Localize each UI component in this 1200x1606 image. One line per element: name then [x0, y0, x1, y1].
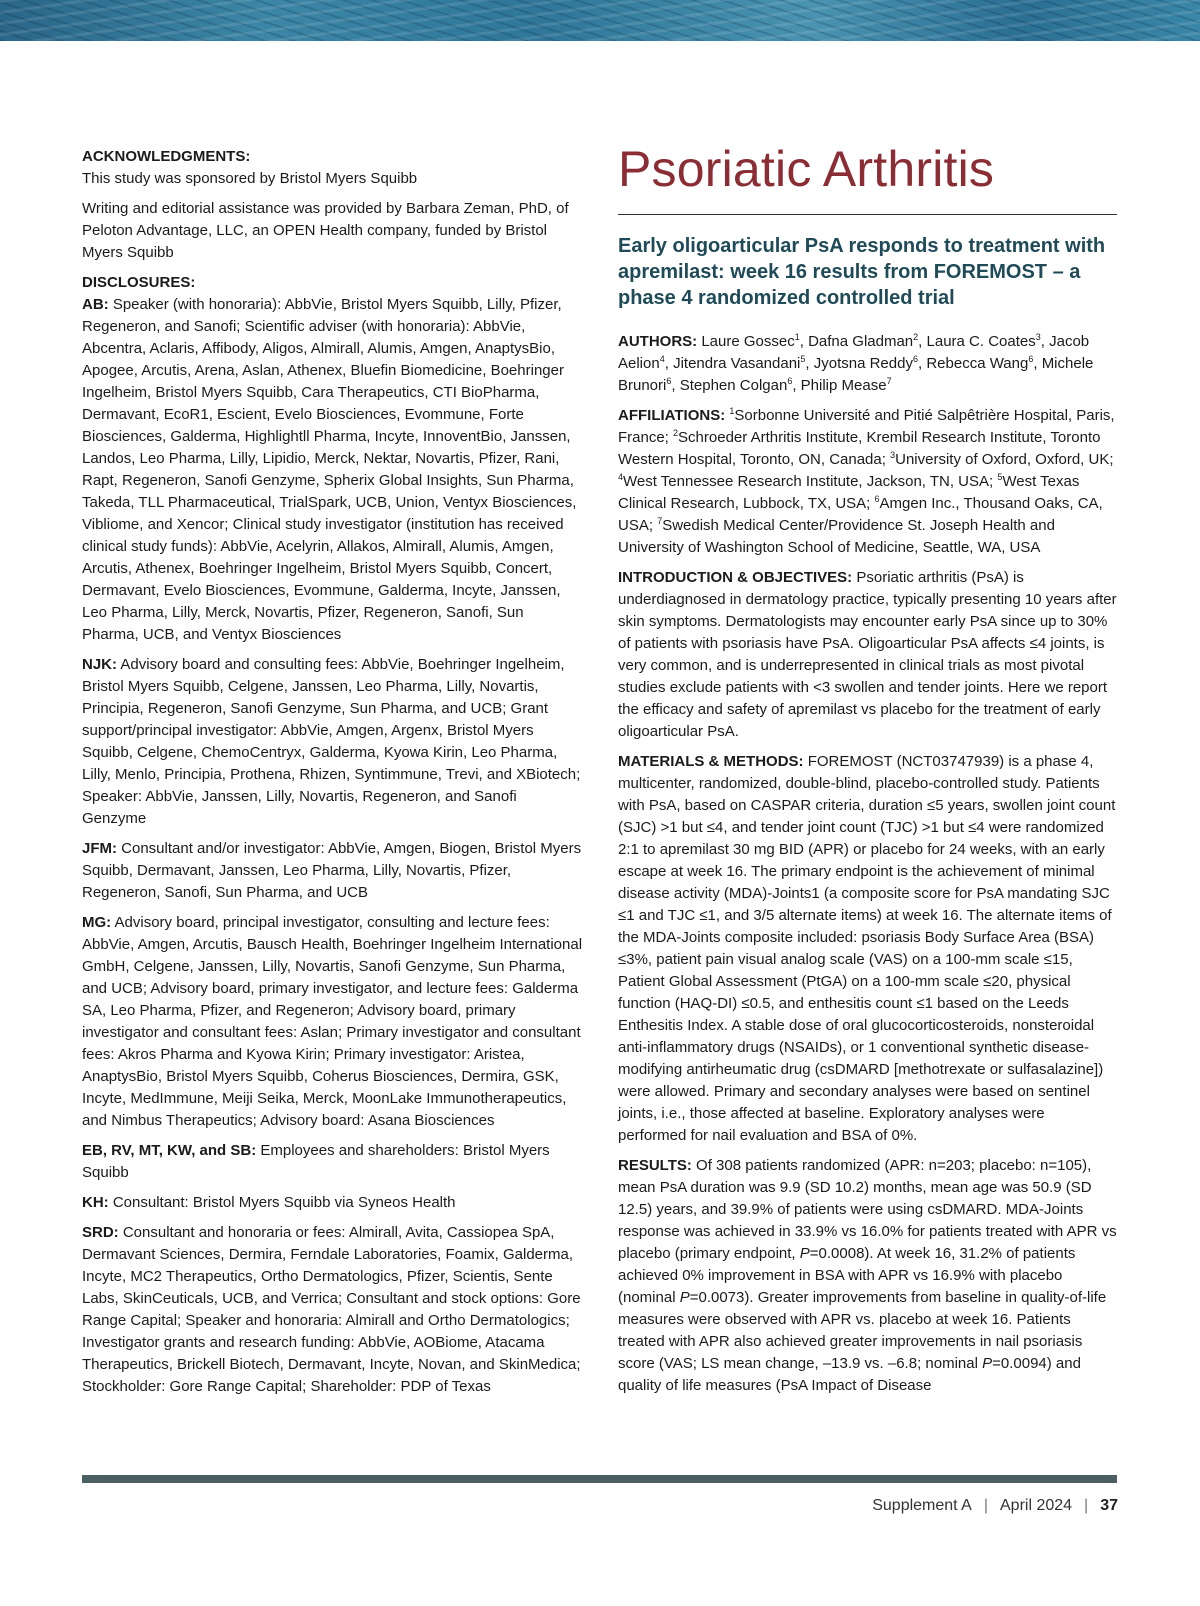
footer-separator: | [1084, 1497, 1089, 1514]
authors-label: AUTHORS: [618, 333, 698, 350]
disclosure-mg [82, 912, 584, 1132]
author-name: Rebecca Wang [926, 355, 1029, 372]
author-affiliation-number: 6 [912, 354, 918, 364]
affiliation-text: West Tennessee Research Institute, Jackson, TN, USA; [623, 473, 998, 490]
disclosure-text-jfm: Consultant and/or investigator: AbbVie, Amgen, Biogen, Bristol Myers Squibb, Dermavant, Janssen, Leo Pharma, Lilly, Novartis, Pfizer, Regeneron, Sanofi, Sun Pharma, and UCB [82, 840, 582, 901]
disclosure-jfm [82, 838, 584, 904]
affiliation-text: Schroeder Arthritis Institute, Krembil Research Institute, Toronto Western Hospital, Toronto, ON, Canada; [618, 429, 1101, 468]
disclosure-label-srd: SRD: [82, 1224, 119, 1241]
affiliations-label: AFFILIATIONS: [618, 407, 726, 424]
writing-assistance: Writing and editorial assistance was provided by Barbara Zeman, PhD, of Peloton Advantage, LLC, an OPEN Health company, funded by Bristol Myers Squibb [82, 200, 569, 261]
author-affiliation-number: 2 [913, 332, 919, 342]
affiliation-text: Sorbonne Université and Pitié Salpêtrière Hospital, Paris, France; [618, 407, 1115, 446]
affiliation-number: 6 [874, 494, 880, 504]
disclosure-eb [82, 1140, 584, 1184]
issue-date: April 2024 [1000, 1497, 1073, 1514]
page-number: 37 [1100, 1497, 1118, 1514]
disclosure-label-eb: EB, RV, MT, KW, and SB: [82, 1142, 257, 1159]
disclosure-kh [82, 1192, 584, 1214]
author-name: Jyotsna Reddy [813, 355, 913, 372]
affiliation-text: University of Oxford, Oxford, UK; [895, 451, 1114, 468]
results-text-1: Of 308 patients randomized (APR: n=203; placebo: n=105), mean PsA duration was 9.9 (SD 10.2) months, mean age was 50.9 (SD 12.5) years, and 39.9% of patients were using csDMARD. MDA-Joints response was achieved in 33.9% vs 16.0% for patients treated with APR vs placebo (primary endpoint, [618, 1157, 1117, 1262]
ack-heading: ACKNOWLEDGMENTS: [82, 148, 251, 165]
affiliation-number: 1 [729, 406, 735, 416]
page-footer [872, 1496, 1118, 1516]
affiliation-number: 2 [673, 428, 679, 438]
authors-list: Laure Gossec$^1$, Dafna Gladman$^2$, Laura C. Coates$^3$, Jacob Aelion$^4$, Jitendra Vasandani$^5$, Jyotsna Reddy$^6$, Rebecca Wang$^6$, Michele Brunori$^6$, Stephen Colgan$^6$, Philip Mease$^7$ [618, 332, 1094, 394]
disclosure-label-njk: NJK: [82, 656, 118, 673]
intro-label: INTRODUCTION & OBJECTIVES: [618, 569, 853, 586]
disclosure-label-kh: KH: [82, 1194, 109, 1211]
affiliations [618, 405, 1117, 559]
results-text-2: =0.0008). At week 16, 31.2% of patients achieved 0% improvement in BSA with APR vs 16.9% with placebo (nominal [618, 1245, 1076, 1306]
footer-rule [82, 1475, 1117, 1483]
author-affiliation-number: 6 [1028, 354, 1034, 364]
author-affiliation-number: 6 [787, 376, 793, 386]
author-name: Michele Brunori [618, 355, 1094, 394]
introduction [618, 567, 1117, 743]
ocean-banner [0, 0, 1200, 41]
disclosure-label-mg: MG: [82, 914, 112, 931]
disclosure-text-njk: Advisory board and consulting fees: AbbVie, Boehringer Ingelheim, Bristol Myers Squibb, Celgene, Janssen, Leo Pharma, Lilly, Novartis, Principia, Regeneron, Sanofi Genzyme, Sun Pharma, and UCB; Grant support/principal investigator: AbbVie, Amgen, Argenx, Bristol Myers Squibb, Celgene, ChemoCentryx, Galderma, Kyowa Kirin, Leo Pharma, Lilly, Menlo, Principia, Prothena, Rhizen, Syntimmune, Trevi, and XBiotech; Speaker: AbbVie, Janssen, Lilly, Novartis, Regeneron, and Sanofi Genzyme [82, 656, 581, 827]
affiliation-number: 5 [997, 472, 1003, 482]
acknowledgments [82, 146, 584, 190]
author-affiliation-number: 1 [794, 332, 800, 342]
disclosure-label-ab: AB: [82, 296, 109, 313]
affiliation-number: 3 [890, 450, 896, 460]
disclosures [82, 272, 584, 646]
disclosure-njk [82, 654, 584, 830]
results-text-4: =0.0094) and quality of life measures (PsA Impact of Disease [618, 1355, 1081, 1394]
disclosure-text-ab: Speaker (with honoraria): AbbVie, Bristol Myers Squibb, Lilly, Pfizer, Regeneron, and Sanofi; Scientific adviser (with honoraria): AbbVie, Abcentra, Aclaris, Affibody, Aligos, Almirall, Alumis, Amgen, AnaptysBio, Apogee, Arcutis, Arena, Aslan, Athenex, Bluefin Biomedicine, Boehringer Ingelheim, Bristol Myers Squibb, Cara Therapeutics, CTI BioPharma, Dermavant, EcoR1, Escient, Evelo Biosciences, Evommune, Forte Biosciences, Galderma, Highlightll Pharma, Incyte, InnoventBio, Janssen, Landos, Leo Pharma, Lilly, Lipidio, Merck, Nektar, Novartis, Pfizer, Rani, Rapt, Regeneron, Sanofi Genzyme, Spherix Global Insights, Sun Pharma, Takeda, TLL Pharmaceutical, TrialSpark, UCB, Union, Ventyx Biosciences, Vibliome, and Xencor; Clinical study investigator (institution has received clinical study funds): AbbVie, Acelyrin, Allakos, Almirall, Alumis, Amgen, Arcutis, Athenex, Boehringer Ingelheim, Bristol Myers Squibb, Concert, Dermavant, Evelo Biosciences, Evommune, Galderma, Incyte, Janssen, Leo Pharma, Lilly, Merck, Novartis, Pfizer, Regeneron, Sanofi, Sun Pharma, UCB, and Ventyx Biosciences [82, 296, 577, 643]
article-title: Early oligoarticular PsA responds to treatment with apremilast: week 16 results from FOREMOST – a phase 4 randomized controlled trial [618, 235, 1106, 309]
author-name: Laura C. Coates [926, 333, 1036, 350]
affiliations-list [618, 407, 1115, 556]
supplement-label: Supplement A [872, 1497, 972, 1514]
results-p-value-1: P [799, 1245, 810, 1262]
disclosure-text-srd: Consultant and honoraria or fees: Almirall, Avita, Cassiopea SpA, Dermavant Sciences, Dermira, Ferndale Laboratories, Foamix, Galderma, Incyte, MC2 Therapeutics, Ortho Dermatologics, Pfizer, Scientis, Sente Labs, SkinCeuticals, UCB, and Verrica; Consultant and stock options: Gore Range Capital; Speaker and honoraria: Almirall and Ortho Dermatologics; Investigator grants and research funding: AbbVie, AOBiome, Atacama Therapeutics, Brickell Biotech, Dermavant, Incyte, Novan, and SkinMedica; Stockholder: Gore Range Capital; Shareholder: PDP of Texas [82, 1224, 581, 1395]
author-name: Jacob Aelion [618, 333, 1090, 372]
disclosure-label-jfm: JFM: [82, 840, 117, 857]
disclosure-text-mg: Advisory board, principal investigator, consulting and lecture fees: AbbVie, Amgen, Arcutis, Bausch Health, Boehringer Ingelheim International GmbH, Celgene, Janssen, Lilly, Novartis, Sanofi Genzyme, Sun Pharma, and UCB; Advisory board, primary investigator, and lecture fees: Galderma SA, Leo Pharma, Pfizer, and Regeneron; Advisory board, primary investigator and consultant fees: Aslan; Primary investigator and consultant fees: Akros Pharma and Kyowa Kirin; Primary investigator: Aristea, AnaptysBio, Bristol Myers Squibb, Coherus Biosciences, Dermira, GSK, Incyte, MedImmune, Meiji Seika, Merck, MoonLake Immunotherapeutics, and Nimbus Therapeutics; Advisory board: Asana Biosciences [82, 914, 583, 1129]
intro-text: Psoriatic arthritis (PsA) is underdiagnosed in dermatology practice, typically presenting 10 years after skin symptoms. Dermatologists may encounter early PsA since up to 30% of patients with psoriasis have PsA. Oligoarticular PsA affects ≤4 joints, is very common, and is underrepresented in clinical trials as most pivotal studies exclude patients with <3 swollen and tender joints. Here we report the efficacy and safety of apremilast vs placebo for the treatment of early oligoarticular PsA. [618, 569, 1117, 740]
affiliation-text: West Texas Clinical Research, Lubbock, TX, USA; [618, 473, 1080, 512]
title-divider [618, 214, 1117, 215]
disclosure-srd [82, 1222, 584, 1398]
methods-text: FOREMOST (NCT03747939) is a phase 4, multicenter, randomized, double-blind, placebo-controlled study. Patients with PsA, based on CASPAR criteria, duration ≤5 years, swollen joint count (SJC) >1 but ≤4, and tender joint count (TJC) >1 but ≤4 were randomized 2:1 to apremilast 30 mg BID (APR) or placebo for 24 weeks, with an early escape at week 16. The primary endpoint is the achievement of minimal disease activity (MDA)-Joints1 (a composite score for PsA mandating SJC ≤1 and TJC ≤1, and 3/5 alternate items) at week 16. The alternate items of the MDA-Joints composite included: psoriasis Body Surface Area (BSA) ≤3%, patient pain visual analog scale (VAS) on a 100-mm scale ≤15, Patient Global Assessment (PtGA) on a 100-mm scale ≤20, physical function (HAQ-DI) ≤0.5, and enthesitis count ≤1 based on the Leeds Enthesitis Index. A stable dose of oral glucocorticosteroids, nonsteroidal anti-inflammatory drugs (NSAIDs), or 1 conventional synthetic disease-modifying antirheumatic drug (csDMARD [methotrexate or sulfasalazine]) were allowed. Primary and secondary analyses were based on sentinel joints, i.e., those affected at baseline. Exploratory analyses were performed for nail evaluation and BSA of 0%. [618, 753, 1116, 1144]
author-affiliation-number: 3 [1035, 332, 1041, 342]
section-title: Psoriatic Arthritis [618, 141, 995, 197]
methods [618, 751, 1117, 1147]
disclosure-text-kh: Consultant: Bristol Myers Squibb via Syneos Health [108, 1194, 456, 1211]
author-name: Dafna Gladman [808, 333, 914, 350]
results-text-3: =0.0073). Greater improvements from baseline in quality-of-life measures were observed with APR vs. placebo at week 16. Patients treated with APR also achieved greater improvements in nail psoriasis score (VAS; LS mean change, –13.9 vs. –6.8; nominal [618, 1289, 1107, 1372]
author-affiliation-number: 6 [666, 376, 672, 386]
methods-label: MATERIALS & METHODS: [618, 753, 804, 770]
author-name: Laure Gossec [701, 333, 795, 350]
author-affiliation-number: 4 [659, 354, 665, 364]
author-affiliation-number: 5 [800, 354, 806, 364]
results [618, 1155, 1117, 1397]
right-column [618, 140, 1117, 1405]
affiliation-number: 7 [657, 516, 663, 526]
disclosure-text-eb: Employees and shareholders: Bristol Myers Squibb [82, 1142, 550, 1181]
left-column [82, 146, 584, 1406]
footer-separator: | [983, 1497, 988, 1514]
author-affiliation-number: 7 [886, 376, 892, 386]
results-p-value-2: P [679, 1289, 690, 1306]
affiliation-text: Swedish Medical Center/Providence St. Joseph Health and University of Washington School of Medicine, Seattle, WA, USA [618, 517, 1055, 556]
results-label: RESULTS: [618, 1157, 692, 1174]
affiliation-text: Amgen Inc., Thousand Oaks, CA, USA; [618, 495, 1103, 534]
author-name: Stephen Colgan [679, 377, 788, 394]
disclosures-heading: DISCLOSURES: [82, 274, 196, 291]
affiliation-number: 4 [618, 472, 624, 482]
author-name: Philip Mease [800, 377, 887, 394]
results-p-value-3: P [982, 1355, 993, 1372]
ack-text: This study was sponsored by Bristol Myers Squibb [82, 170, 418, 187]
author-name: Jitendra Vasandani [673, 355, 801, 372]
authors [618, 331, 1117, 397]
